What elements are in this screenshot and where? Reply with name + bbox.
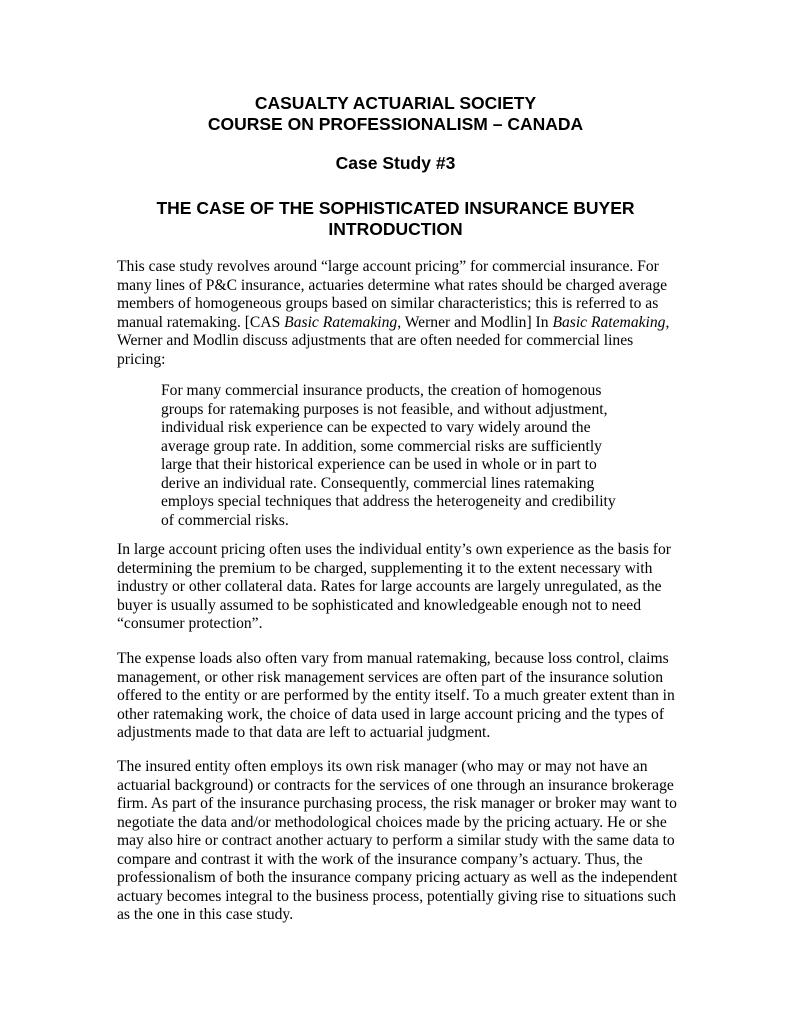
- text-line: [117, 314, 669, 333]
- text-line: management, or other risk management services are often part of the insurance solution: [117, 668, 664, 686]
- text-line: “consumer protection”.: [117, 615, 263, 632]
- text-run: , Werner and Modlin] In: [397, 313, 553, 331]
- paragraph-insured-entity: [117, 758, 677, 925]
- case-number: Case Study #3: [335, 153, 456, 173]
- org-title: CASUALTY ACTUARIAL SOCIETY: [254, 93, 537, 113]
- text-line: firm. As part of the insurance purchasing process, the risk manager or broker may want to: [117, 795, 677, 812]
- text-line: For many commercial insurance products, the creation of homogenous: [161, 382, 602, 399]
- text-line: employs special techniques that address the heterogeneity and credibility: [161, 493, 616, 510]
- text-line: negotiate the data and/or methodological choices made by the pricing actuary. He or she: [117, 813, 667, 831]
- text-line: offered to the entity or are performed by the entity itself. To a much greater extent than in: [117, 687, 675, 704]
- text-line: pricing:: [117, 350, 166, 368]
- paragraph-expense-loads: [117, 650, 675, 743]
- case-title: THE CASE OF THE SOPHISTICATED INSURANCE BUYER: [156, 198, 635, 218]
- text-line: buyer is usually assumed to be sophisticated and knowledgeable enough not to need: [117, 596, 642, 614]
- text-line: many lines of P&C insurance, actuaries determine what rates should be charged average: [117, 276, 668, 294]
- text-line: This case study revolves around “large account pricing” for commercial insurance. For: [117, 258, 659, 275]
- text-line: adjustments made to that data are left to actuarial judgment.: [117, 724, 491, 741]
- text-line: members of homogeneous groups based on similar characteristics; this is referred to as: [117, 295, 659, 312]
- text-line: individual risk experience can be expected to vary widely around the: [161, 419, 591, 436]
- text-line: actuarial background) or contracts for the services of one through an insurance brokerage: [117, 776, 674, 794]
- block-quote: [161, 382, 616, 530]
- paragraph-large-account: [117, 541, 671, 634]
- intro-paragraph: [117, 258, 669, 369]
- text-line: groups for ratemaking purposes is not feasible, and without adjustment,: [161, 400, 608, 418]
- text-line: The expense loads also often vary from manual ratemaking, because loss control, claims: [117, 650, 669, 667]
- text-line: professionalism of both the insurance company pricing actuary as well as the independent: [117, 869, 678, 886]
- text-line: The insured entity often employs its own risk manager (who may or may not have an: [117, 758, 648, 775]
- section-heading: INTRODUCTION: [328, 219, 463, 239]
- text-line: determining the premium to be charged, supplementing it to the extent necessary with: [117, 559, 653, 577]
- text-line: compare and contrast it with the work of the insurance company’s actuary. Thus, the: [117, 850, 643, 868]
- text-line: In large account pricing often uses the individual entity’s own experience as the basis for: [117, 541, 671, 558]
- text-line: other ratemaking work, the choice of data used in large account pricing and the types of: [117, 705, 665, 723]
- course-title: COURSE ON PROFESSIONALISM – CANADA: [207, 114, 584, 134]
- text-line: of commercial risks.: [161, 511, 289, 529]
- text-run: ,: [665, 313, 670, 331]
- text-line: industry or other collateral data. Rates for large accounts are largely unregulated, as the: [117, 578, 662, 595]
- text-line: Werner and Modlin discuss adjustments that are often needed for commercial lines: [117, 332, 634, 349]
- book-title: Basic Ratemaking: [284, 313, 398, 331]
- text-line: large that their historical experience can be used in whole or in part to: [161, 456, 597, 473]
- text-line: may also hire or contract another actuary to perform a similar study with the same data to: [117, 832, 675, 849]
- text-line: average group rate. In addition, some commercial risks are sufficiently: [161, 437, 602, 455]
- text-line: as the one in this case study.: [117, 906, 294, 923]
- book-title: Basic Ratemaking: [552, 313, 666, 331]
- text-line: actuary becomes integral to the business process, potentially giving rise to situations such: [117, 887, 677, 905]
- text-run: manual ratemaking. [CAS: [117, 313, 285, 331]
- text-line: derive an individual rate. Consequently, commercial lines ratemaking: [161, 474, 595, 492]
